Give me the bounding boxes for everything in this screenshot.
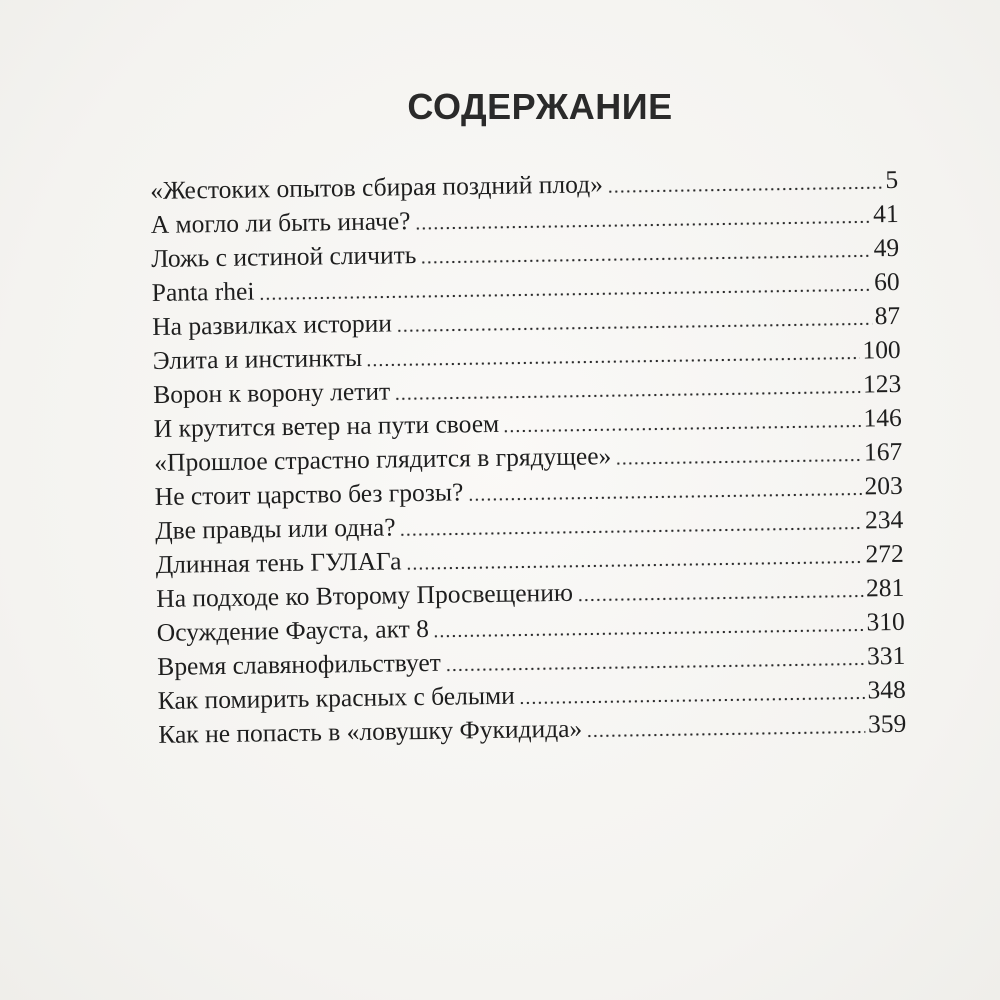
toc-entry-page: 123 <box>862 368 902 399</box>
toc-leader-dots <box>503 424 860 432</box>
toc-leader-dots <box>586 730 865 737</box>
toc-entry-title: Не стоит царство без грозы? <box>154 477 464 511</box>
toc-entry-title: Длинная тень ГУЛАГа <box>155 546 402 579</box>
toc-entry-page: 146 <box>863 402 902 433</box>
toc-entry-title: Как помирить красных с белыми <box>157 680 515 715</box>
toc-leader-dots <box>433 628 864 637</box>
toc-entry-title: На подходе ко Второму Просвещению <box>156 577 574 613</box>
toc-leader-dots <box>519 696 865 704</box>
toc-entry-page: 331 <box>866 640 906 671</box>
toc-entry-page: 348 <box>867 674 906 705</box>
toc-leader-dots <box>445 662 864 671</box>
toc-entry-title: Время славянофильствует <box>157 647 442 681</box>
toc-entry-title: «Прошлое страстно глядится в грядущее» <box>154 441 612 477</box>
toc-leader-dots <box>607 186 883 193</box>
toc-leader-dots <box>394 390 860 400</box>
toc-entry-page: 203 <box>864 470 903 501</box>
toc-entry-title: Ворон к ворону летит <box>153 376 391 409</box>
toc-entry-page: 281 <box>865 572 905 603</box>
toc-leader-dots <box>421 254 871 264</box>
toc-entry-title: И крутится ветер на пути своем <box>153 408 500 443</box>
toc-leader-dots <box>396 322 872 332</box>
toc-entry-title: «Жестоких опытов сбирая поздний плод» <box>150 169 604 205</box>
toc-leader-dots <box>415 220 871 230</box>
toc-leader-dots <box>577 594 863 601</box>
toc-leader-dots <box>615 458 861 465</box>
toc-entry-title: Элита и инстинкты <box>152 342 363 375</box>
toc-entry-title: Ложь с истиной сличить <box>151 240 417 273</box>
toc-entry-page: 41 <box>872 198 899 229</box>
toc-leader-dots <box>400 526 862 536</box>
toc-entry-title: А могло ли быть иначе? <box>150 206 411 239</box>
toc-entry-page: 60 <box>873 266 900 297</box>
toc-entry-title: Как не попасть в «ловушку Фукидида» <box>158 713 583 749</box>
toc-entry-page: 167 <box>863 436 903 467</box>
toc-entry-page: 5 <box>885 164 899 195</box>
toc-leader-dots <box>259 288 872 300</box>
toc-entry-page: 359 <box>867 708 907 739</box>
toc-entry-title: Две правды или одна? <box>155 512 396 545</box>
toc-entry-page: 272 <box>865 538 904 569</box>
toc-entry-title: Осуждение Фауста, акт 8 <box>156 613 430 647</box>
page-title: СОДЕРЖАНИЕ <box>407 86 673 127</box>
toc-entry-title: На развилках истории <box>152 308 393 341</box>
toc-leader-dots <box>406 560 863 570</box>
toc-entry-page: 234 <box>864 504 904 535</box>
toc-leader-dots <box>366 356 859 366</box>
toc-entry-title: Panta rhei <box>151 276 255 307</box>
toc-entry-page: 49 <box>873 232 900 263</box>
toc-entry-page: 100 <box>862 334 901 365</box>
table-of-contents <box>150 163 907 794</box>
toc-entry-page: 310 <box>866 606 905 637</box>
toc-leader-dots <box>467 492 861 501</box>
toc-entry-page: 87 <box>874 300 901 331</box>
